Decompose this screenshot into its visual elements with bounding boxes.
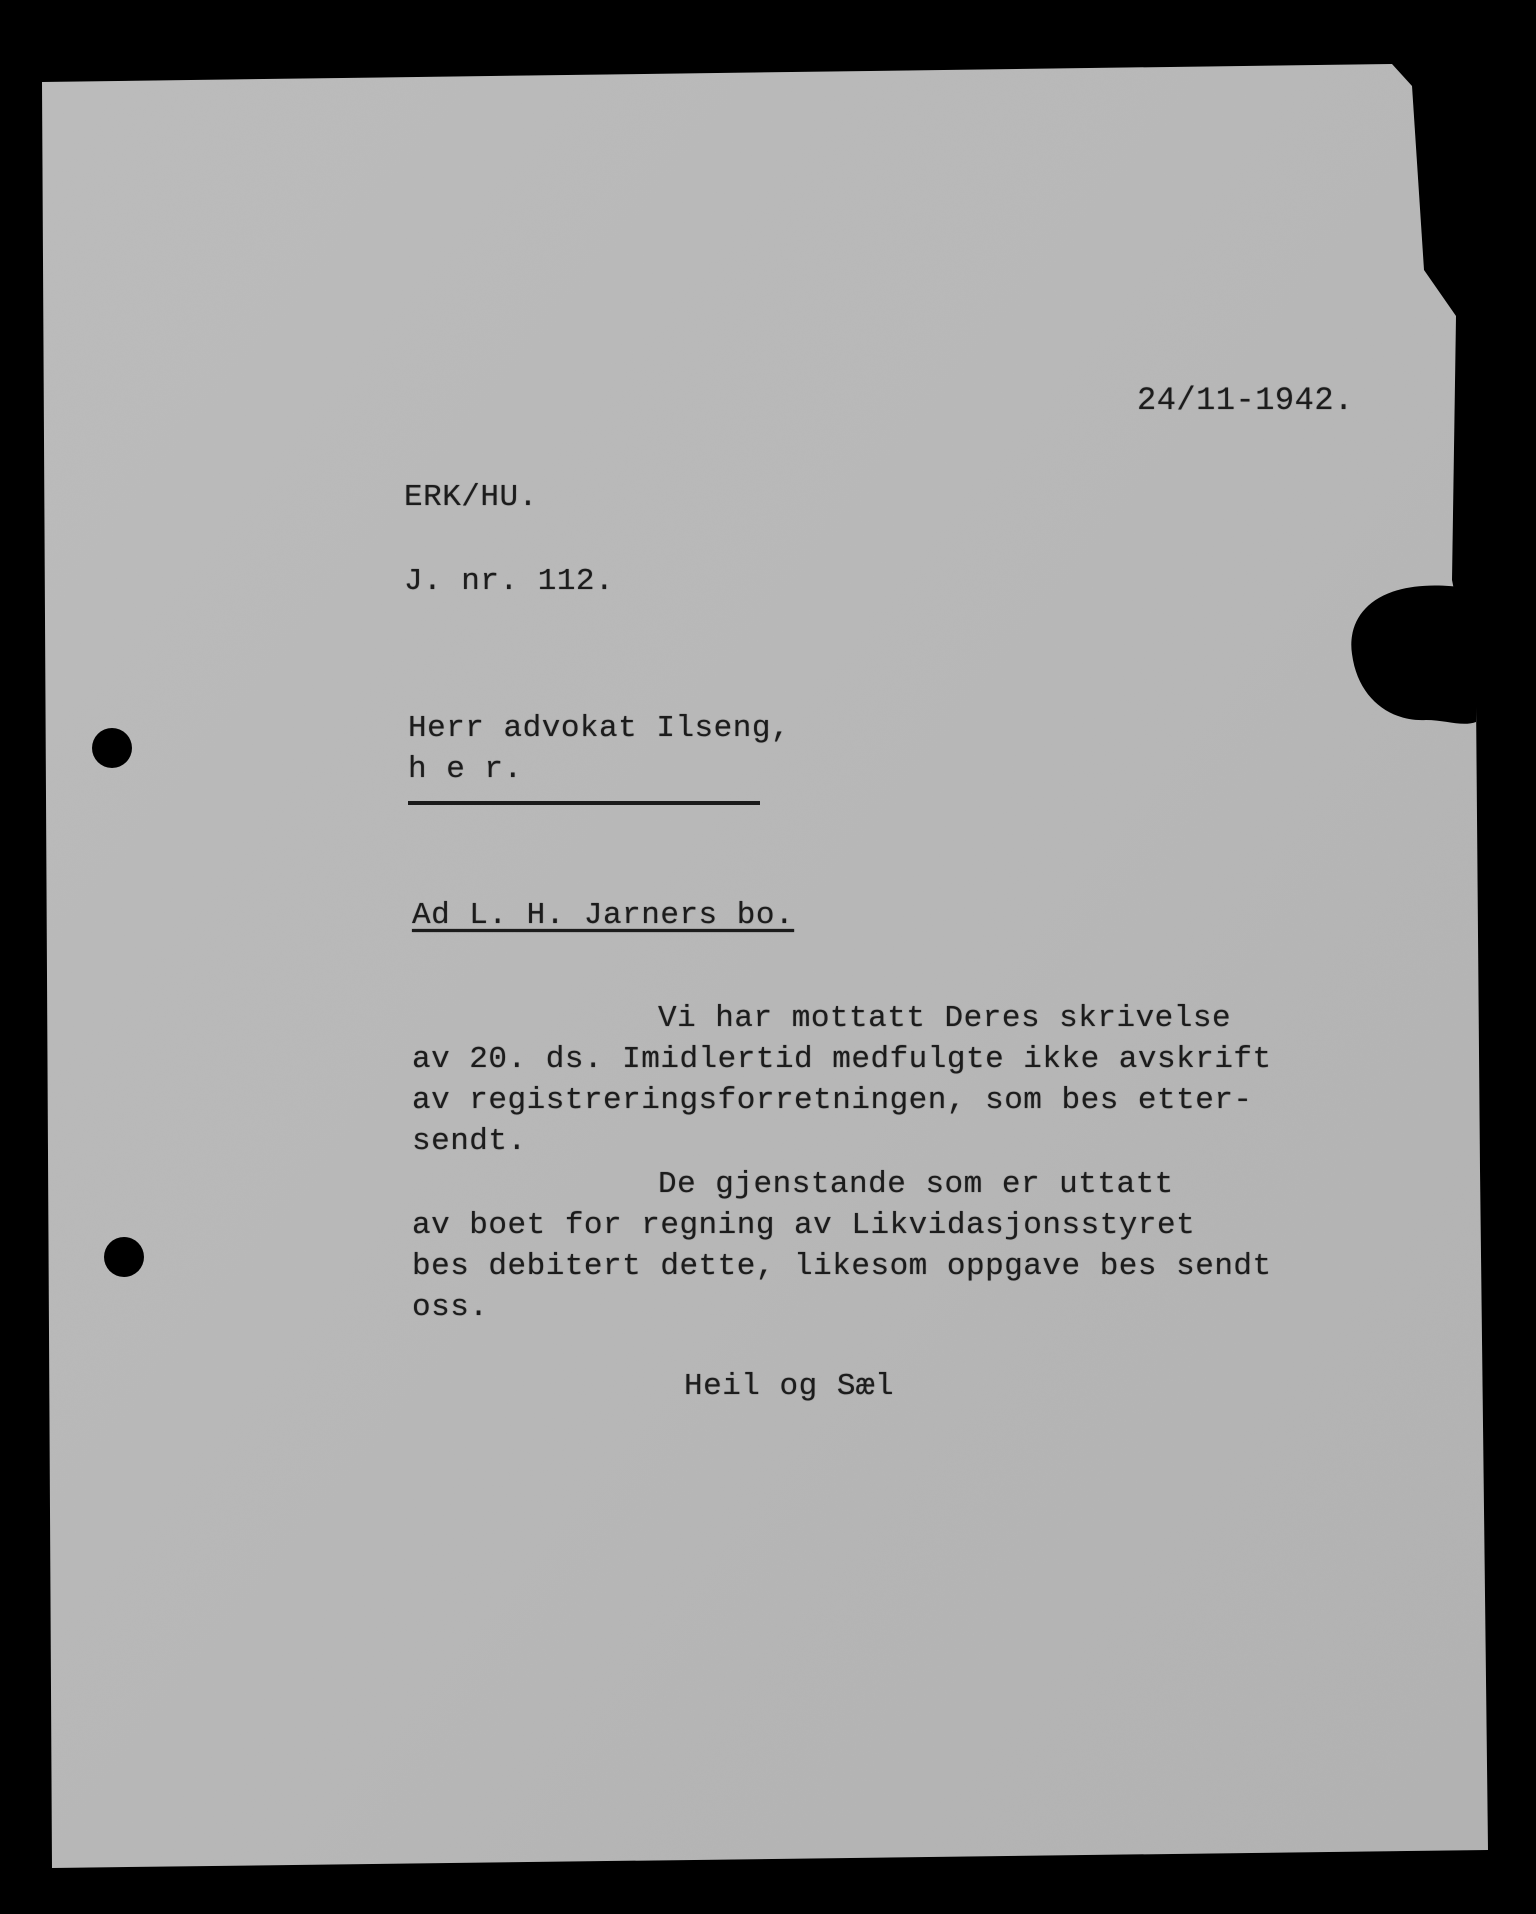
body-paragraph-1 bbox=[412, 998, 1272, 1162]
address-underline bbox=[408, 801, 760, 805]
paragraph-line: bes debitert dette, likesom oppgave bes sendt bbox=[412, 1249, 1272, 1284]
body-paragraph-2 bbox=[412, 1164, 1272, 1328]
paragraph-line: av registreringsforretningen, som bes etter- bbox=[412, 1083, 1253, 1118]
journal-number: J. nr. 112. bbox=[404, 564, 615, 599]
recipient-location: h e r. bbox=[408, 752, 523, 787]
paragraph-line: av boet for regning av Likvidasjonsstyret bbox=[412, 1208, 1196, 1243]
paragraph-line: Vi har mottatt Deres skrivelse bbox=[658, 1001, 1232, 1036]
punch-hole-top bbox=[92, 728, 132, 768]
paragraph-line: sendt. bbox=[412, 1124, 527, 1159]
paragraph-line: De gjenstande som er uttatt bbox=[658, 1167, 1174, 1202]
reference-code: ERK/HU. bbox=[404, 480, 538, 515]
punch-hole-bottom bbox=[104, 1237, 144, 1277]
paragraph-line: av 20. ds. Imidlertid medfulgte ikke avskrift bbox=[412, 1042, 1272, 1077]
recipient-name: Herr advokat Ilseng, bbox=[408, 711, 791, 746]
paper-shape bbox=[42, 64, 1488, 1868]
paragraph-line: oss. bbox=[412, 1290, 489, 1325]
letter-date: 24/11-1942. bbox=[1137, 382, 1354, 419]
closing-salutation: Heil og Sæl bbox=[684, 1369, 895, 1404]
subject-line: Ad L. H. Jarners bo. bbox=[412, 898, 795, 933]
